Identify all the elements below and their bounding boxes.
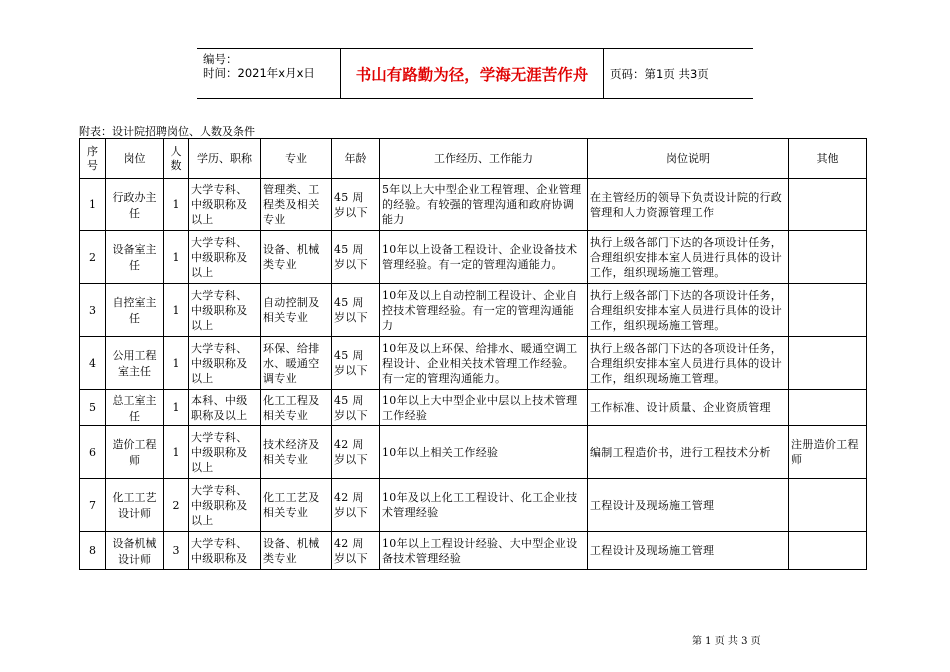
cell-count: 1 [164,284,189,337]
number-label: 编号： [203,52,238,66]
header-cell-count: 人数 [164,139,189,179]
cell-age: 45 周 岁以下 [332,337,380,390]
cell-major: 自动控制及相关专业 [261,284,332,337]
cell-no: 4 [80,337,106,390]
table-row [80,390,867,426]
cell-description: 工程设计及现场施工管理 [588,532,789,570]
cell-major: 设备、机械类专业 [261,532,332,570]
cell-education: 大学专科、中级职称及以上 [189,284,261,337]
table-row [80,179,867,231]
cell-other [789,479,867,532]
cell-count: 1 [164,426,189,479]
cell-count: 1 [164,179,189,231]
cell-major: 化工工艺及相关专业 [261,479,332,532]
cell-post: 自控室主任 [106,284,164,337]
cell-age: 45 周 岁以下 [332,390,380,426]
cell-education: 大学专科、中级职称及以上 [189,426,261,479]
cell-count: 3 [164,532,189,570]
cell-education: 大学专科、中级职称及以上 [189,337,261,390]
cell-count: 1 [164,337,189,390]
cell-other [789,231,867,284]
header-cell-other: 其他 [789,139,867,179]
cell-description: 执行上级各部门下达的各项设计任务，合理组织安排本室人员进行具体的设计工作，组织现场施工管理。 [588,284,789,337]
cell-education: 大学专科、中级职称及以上 [189,479,261,532]
header-cell-education: 学历、职称 [189,139,261,179]
cell-other [789,337,867,390]
cell-major: 环保、给排水、暖通空调专业 [261,337,332,390]
cell-post: 设备机械设计师 [106,532,164,570]
page-footer: 第 1 页 共 3 页 [692,636,761,647]
cell-major: 管理类、工程类及相关专业 [261,179,332,231]
header-cell-post: 岗位 [106,139,164,179]
cell-age: 42 周 岁以下 [332,479,380,532]
cell-no: 7 [80,479,106,532]
cell-no: 1 [80,179,106,231]
cell-experience: 10年以上相关工作经验 [380,426,588,479]
header-cell-experience: 工作经历、工作能力 [380,139,588,179]
recruitment-table [79,138,867,570]
cell-no: 2 [80,231,106,284]
cell-post: 总工室主任 [106,390,164,426]
cell-description: 编制工程造价书，进行工程技术分析 [588,426,789,479]
cell-age: 45 周 岁以下 [332,284,380,337]
cell-age: 45 周 岁以下 [332,231,380,284]
cell-experience: 5年以上大中型企业工程管理、企业管理的经验。有较强的管理沟通和政府协调能力 [380,179,588,231]
header-cell-major: 专业 [261,139,332,179]
cell-other: 注册造价工程师 [789,426,867,479]
cell-experience: 10年以上大中型企业中层以上技术管理工作经验 [380,390,588,426]
cell-other [789,284,867,337]
cell-age: 42 周 岁以下 [332,426,380,479]
time-label: 时间：2021年x月x日 [203,66,315,80]
cell-education: 大学专科、中级职称及 [189,532,261,570]
cell-experience: 10年及以上自动控制工程设计、企业自控技术管理经验。有一定的管理沟通能力 [380,284,588,337]
cell-education: 大学专科、中级职称及以上 [189,179,261,231]
cell-experience: 10年以上设备工程设计、企业设备技术管理经验。有一定的管理沟通能力。 [380,231,588,284]
table-row [80,426,867,479]
table-row [80,284,867,337]
cell-count: 1 [164,231,189,284]
cell-description: 工作标准、设计质量、企业资质管理 [588,390,789,426]
header-slogan: 书山有路勤为径，学海无涯苦作舟 [341,49,604,98]
cell-experience: 10年以上工程设计经验、大中型企业设备技术管理经验 [380,532,588,570]
cell-age: 45 周 岁以下 [332,179,380,231]
cell-description: 执行上级各部门下达的各项设计任务，合理组织安排本室人员进行具体的设计工作，组织现场施工管理。 [588,231,789,284]
table-row [80,231,867,284]
cell-education: 大学专科、中级职称及以上 [189,231,261,284]
header-meta [197,49,341,98]
header-cell-age: 年龄 [332,139,380,179]
cell-experience: 10年及以上化工工程设计、化工企业技术管理经验 [380,479,588,532]
cell-age: 42 周 岁以下 [332,532,380,570]
table-row [80,532,867,570]
cell-no: 6 [80,426,106,479]
cell-other [789,179,867,231]
header-cell-description: 岗位说明 [588,139,789,179]
cell-major: 技术经济及相关专业 [261,426,332,479]
cell-post: 设备室主任 [106,231,164,284]
table-row [80,337,867,390]
cell-no: 5 [80,390,106,426]
cell-other [789,390,867,426]
cell-post: 公用工程室主任 [106,337,164,390]
cell-other [789,532,867,570]
cell-description: 在主管经历的领导下负责设计院的行政管理和人力资源管理工作 [588,179,789,231]
cell-no: 3 [80,284,106,337]
page-indicator: 页码：第1页 共3页 [610,66,709,81]
document-header [197,48,753,99]
cell-description: 工程设计及现场施工管理 [588,479,789,532]
cell-major: 设备、机械类专业 [261,231,332,284]
table-row [80,479,867,532]
cell-post: 行政办主任 [106,179,164,231]
cell-major: 化工工程及相关专业 [261,390,332,426]
cell-post: 化工工艺设计师 [106,479,164,532]
cell-count: 2 [164,479,189,532]
table-header-row [80,139,867,179]
cell-education: 本科、中级职称及以上 [189,390,261,426]
cell-post: 造价工程师 [106,426,164,479]
cell-no: 8 [80,532,106,570]
table-caption: 附表：设计院招聘岗位、人数及条件 [79,125,255,138]
cell-experience: 10年及以上环保、给排水、暖通空调工程设计、企业相关技术管理工作经验。有一定的管理沟通能力。 [380,337,588,390]
cell-description: 执行上级各部门下达的各项设计任务，合理组织安排本室人员进行具体的设计工作，组织现场施工管理。 [588,337,789,390]
cell-count: 1 [164,390,189,426]
header-cell-no: 序号 [80,139,106,179]
